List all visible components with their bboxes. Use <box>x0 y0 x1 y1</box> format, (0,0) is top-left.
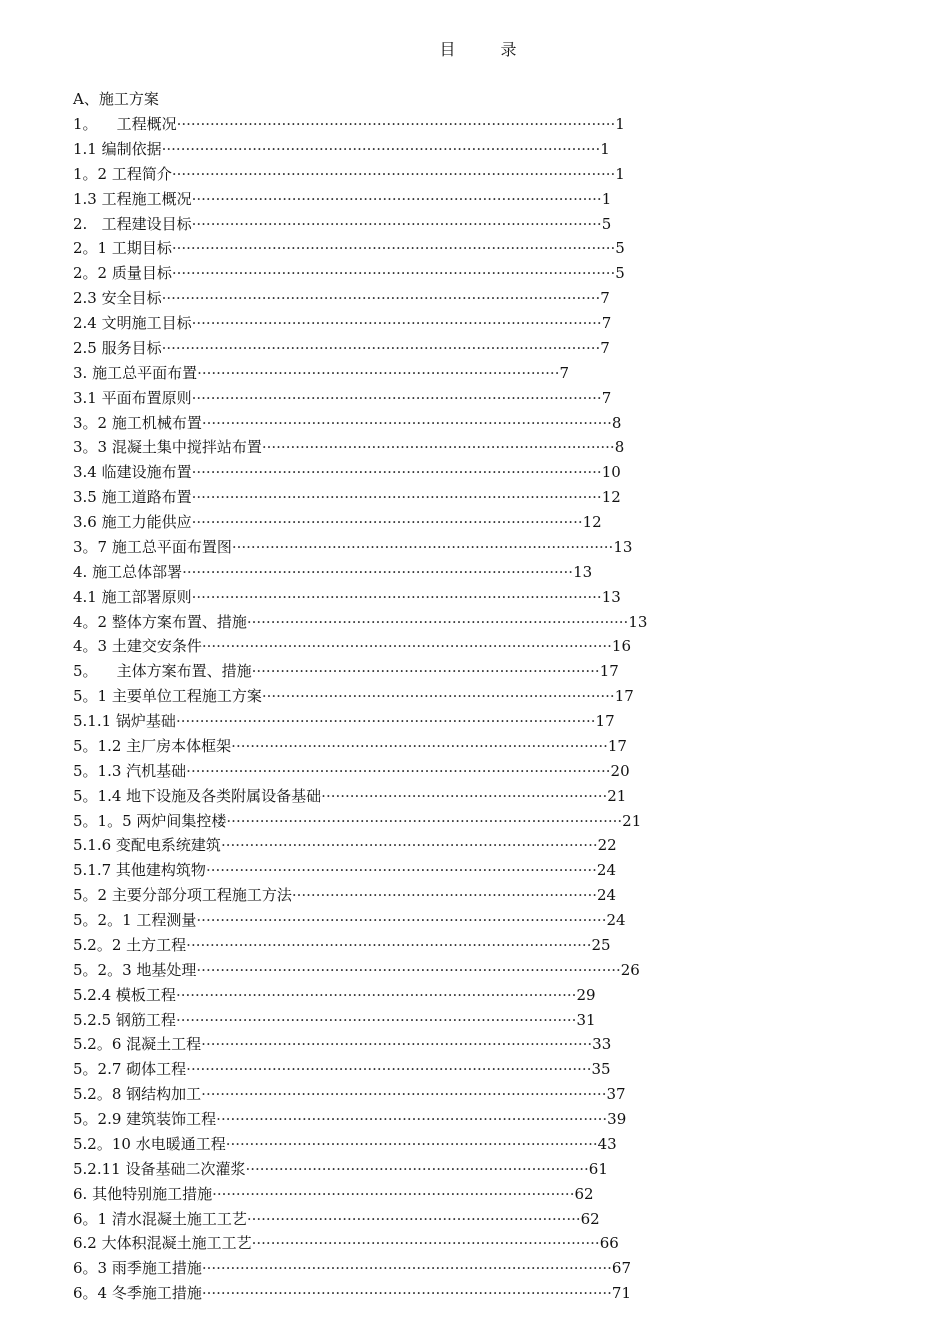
toc-leader-dots: ······················································································ <box>196 911 607 929</box>
toc-entry-label: 5。1.2 主厂房本体框架 <box>73 736 232 755</box>
toc-leader-dots: ·············································································· <box>225 1134 598 1153</box>
toc-entry[interactable] <box>73 411 693 436</box>
toc-leader-dots: ························································································ <box>175 712 596 730</box>
toc-entry-page: 62 <box>574 1184 594 1203</box>
toc-entry-label: 4.1 施工部署原则 <box>73 587 192 606</box>
toc-entry-label: 1。 工程概况 <box>73 115 177 133</box>
toc-entry[interactable] <box>73 1132 693 1157</box>
toc-entry[interactable] <box>73 759 693 784</box>
toc-entry-page: 16 <box>611 637 632 656</box>
toc-leader-dots: ····················································································· <box>186 1060 592 1079</box>
toc-entry-label: 3. 施工总平面布置 <box>73 363 198 382</box>
toc-entry[interactable] <box>73 510 693 535</box>
toc-entry-label: 2.3 安全目标 <box>73 289 162 308</box>
toc-entry[interactable] <box>73 634 693 659</box>
toc-leader-dots: ················································································ <box>231 537 614 556</box>
toc-entry-page: 33 <box>592 1035 612 1054</box>
toc-leader-dots: ····························································································· <box>171 239 616 258</box>
toc-leader-dots: ········································································ <box>245 1159 589 1178</box>
toc-leader-dots: ······················································································ <box>191 189 602 208</box>
toc-entry-label: 5.1.6 变配电系统建筑 <box>73 836 221 855</box>
toc-entry-label: 5。2。1 工程测量 <box>73 911 197 929</box>
toc-leader-dots: ·········································································· <box>261 687 615 706</box>
toc-entry-page: 17 <box>595 712 615 730</box>
toc-entry-label: 2.4 文明施工目标 <box>73 314 192 332</box>
toc-entry-page: 1 <box>615 164 625 183</box>
toc-entry-page: 1 <box>615 115 625 133</box>
toc-entry-page: 26 <box>620 960 640 979</box>
toc-entry-label: 5.2。10 水电暖通工程 <box>73 1134 226 1153</box>
toc-entry[interactable] <box>73 1256 693 1281</box>
toc-leader-dots: ······················································································ <box>191 488 602 507</box>
toc-entry-page: 35 <box>591 1060 611 1079</box>
toc-entry-page: 7 <box>559 363 570 382</box>
toc-entry-page: 39 <box>607 1110 627 1128</box>
toc-entry-page: 5 <box>615 239 625 258</box>
toc-entry-page: 7 <box>600 338 610 357</box>
toc-entry-label: 6. 其他特别施工措施 <box>73 1184 213 1203</box>
toc-leader-dots: ···················································································· <box>175 1010 577 1029</box>
toc-entry-label: 5.1.1 锅炉基础 <box>73 712 176 730</box>
toc-entry-label: 3.6 施工力能供应 <box>73 513 192 531</box>
toc-entry-label: 6。4 冬季施工措施 <box>73 1284 202 1303</box>
toc-entry-label: 5.2。2 土方工程 <box>73 935 187 954</box>
toc-leader-dots: ···················································································· <box>175 985 577 1004</box>
toc-leader-dots: ··············································································· <box>220 836 598 855</box>
toc-entry[interactable] <box>73 1008 693 1033</box>
toc-leader-dots: ··················································································· <box>226 811 623 830</box>
toc-leader-dots: ·················································································· <box>182 562 574 581</box>
toc-entry-page: 7 <box>601 314 612 332</box>
toc-leader-dots: ····························································································· <box>171 164 616 183</box>
section-heading: A、施工方案 <box>73 90 159 108</box>
toc-entry-label: 4。2 整体方案布置、措施 <box>73 612 247 631</box>
toc-entry-page: 17 <box>614 687 634 706</box>
toc-entry-label: 5.1.7 其他建构筑物 <box>73 861 206 880</box>
toc-entry-label: 5。1.3 汽机基础 <box>73 761 187 780</box>
toc-leader-dots: ······················································································ <box>201 637 612 656</box>
toc-leader-dots: ······················································································ <box>191 388 602 407</box>
toc-entry-label: 3。2 施工机械布置 <box>73 413 202 432</box>
toc-leader-dots: ········································································· <box>251 1234 600 1253</box>
toc-list <box>73 112 693 1306</box>
toc-entry[interactable] <box>73 435 693 460</box>
toc-entry-label: 1.3 工程施工概况 <box>73 189 192 208</box>
toc-leader-dots: ······················································································ <box>201 1259 612 1278</box>
toc-leader-dots: ····················································································· <box>201 1085 607 1104</box>
toc-entry-page: 8 <box>611 413 622 432</box>
toc-entry[interactable] <box>73 311 693 336</box>
toc-entry[interactable] <box>73 1082 693 1107</box>
toc-entry[interactable] <box>73 1182 693 1207</box>
toc-entry[interactable] <box>73 908 693 933</box>
toc-leader-dots: ··············································································· <box>231 736 608 755</box>
toc-entry[interactable] <box>73 709 693 734</box>
toc-entry-label: 2。2 质量目标 <box>73 264 172 283</box>
toc-leader-dots: ······················································································ <box>201 1284 612 1303</box>
toc-entry-label: 5。2 主要分部分项工程施工方法 <box>73 886 292 905</box>
toc-entry[interactable] <box>73 112 693 137</box>
toc-title: 目 录 <box>439 40 537 59</box>
toc-entry[interactable] <box>73 1032 693 1057</box>
toc-entry-label: 6。1 清水混凝土施工工艺 <box>73 1209 247 1228</box>
toc-entry-label: 5.2.11 设备基础二次灌浆 <box>73 1159 246 1178</box>
toc-leader-dots: ········································································· <box>251 662 600 681</box>
toc-leader-dots: ················································································ <box>246 612 629 631</box>
toc-leader-dots: ······················································································ <box>191 463 602 482</box>
toc-entry-label: 5.2。8 钢结构加工 <box>73 1085 202 1104</box>
toc-entry-page: 71 <box>611 1284 632 1303</box>
toc-entry[interactable] <box>73 386 693 411</box>
toc-entry-page: 24 <box>597 886 617 905</box>
toc-leader-dots: ············································································ <box>197 363 560 382</box>
toc-entry-page: 13 <box>573 562 593 581</box>
toc-entry[interactable] <box>73 1231 693 1256</box>
toc-entry-page: 21 <box>622 811 642 830</box>
toc-entry-page: 24 <box>596 861 617 880</box>
toc-entry-page: 21 <box>607 786 627 805</box>
toc-entry-page: 22 <box>597 836 617 855</box>
toc-entry[interactable] <box>73 1107 693 1132</box>
toc-entry-page: 5 <box>615 264 625 283</box>
toc-entry-page: 8 <box>614 438 625 457</box>
toc-entry[interactable] <box>73 734 693 759</box>
toc-entry-page: 12 <box>601 488 621 507</box>
toc-leader-dots: ····························································································· <box>171 264 616 283</box>
toc-entry[interactable] <box>73 286 693 311</box>
toc-entry[interactable] <box>73 858 693 883</box>
toc-leader-dots: ························································································· <box>196 960 621 979</box>
toc-entry-label: 3.5 施工道路布置 <box>73 488 192 507</box>
toc-entry-label: 3.1 平面布置原则 <box>73 388 192 407</box>
toc-entry-page: 29 <box>576 985 596 1004</box>
toc-entry[interactable] <box>73 833 693 858</box>
toc-leader-dots: ············································································ <box>212 1184 575 1203</box>
toc-entry-label: 5.2.5 钢筋工程 <box>73 1010 176 1029</box>
toc-entry[interactable] <box>73 361 693 386</box>
toc-entry-page: 66 <box>599 1234 619 1253</box>
toc-entry[interactable] <box>73 212 693 237</box>
toc-entry[interactable] <box>73 933 693 958</box>
toc-leader-dots: ···························································································· <box>176 115 616 133</box>
toc-entry[interactable] <box>73 1281 693 1306</box>
toc-entry-page: 31 <box>576 1010 596 1029</box>
toc-entry-page: 10 <box>601 463 621 482</box>
toc-entry-page: 1 <box>601 189 612 208</box>
toc-entry[interactable] <box>73 535 693 560</box>
toc-leader-dots: ·················································································· <box>205 861 597 880</box>
toc-leader-dots: ·················································································· <box>216 1110 608 1128</box>
toc-entry[interactable] <box>73 684 693 709</box>
toc-entry-label: 5.2.4 模板工程 <box>73 985 176 1004</box>
toc-entry-label: 2。1 工期目标 <box>73 239 172 258</box>
toc-leader-dots: ······································································ <box>246 1209 581 1228</box>
toc-entry-label: 5。1。5 两炉间集控楼 <box>73 811 227 830</box>
toc-leader-dots: ···························································· <box>321 786 608 805</box>
toc-leader-dots: ···························································································· <box>161 139 601 158</box>
toc-entry[interactable] <box>73 137 693 162</box>
toc-entry-page: 12 <box>582 513 602 531</box>
toc-entry[interactable] <box>73 460 693 485</box>
toc-entry[interactable] <box>73 659 693 684</box>
toc-entry-label: 1.1 编制依据 <box>73 139 162 158</box>
toc-entry-page: 7 <box>600 289 610 308</box>
toc-entry[interactable] <box>73 236 693 261</box>
toc-entry[interactable] <box>73 610 693 635</box>
toc-entry-page: 37 <box>606 1085 626 1104</box>
toc-entry-page: 62 <box>580 1209 600 1228</box>
toc-leader-dots: ······················································································ <box>191 314 602 332</box>
toc-entry-label: 5。1 主要单位工程施工方案 <box>73 687 262 706</box>
toc-entry-page: 13 <box>613 537 633 556</box>
toc-entry[interactable] <box>73 261 693 286</box>
toc-leader-dots: ······················································································ <box>191 587 602 606</box>
toc-entry[interactable] <box>73 162 693 187</box>
toc-entry-label: 5。2.9 建筑装饰工程 <box>73 1110 217 1128</box>
toc-entry-page: 25 <box>591 935 611 954</box>
toc-entry-page: 17 <box>599 662 619 681</box>
toc-entry-label: 6。3 雨季施工措施 <box>73 1259 202 1278</box>
toc-entry-page: 13 <box>628 612 648 631</box>
toc-leader-dots: ······················································································ <box>191 214 602 233</box>
toc-leader-dots: ·················································································· <box>191 513 583 531</box>
toc-entry-label: 1。2 工程简介 <box>73 164 172 183</box>
toc-entry[interactable] <box>73 560 693 585</box>
toc-entry-label: 5。2.7 砌体工程 <box>73 1060 187 1079</box>
toc-entry-page: 1 <box>600 139 610 158</box>
toc-entry-label: 2.5 服务目标 <box>73 338 162 357</box>
toc-entry-page: 5 <box>601 214 612 233</box>
toc-entry[interactable] <box>73 784 693 809</box>
toc-entry-label: 3。3 混凝土集中搅拌站布置 <box>73 438 262 457</box>
toc-entry[interactable] <box>73 336 693 361</box>
toc-entry-label: 2. 工程建设目标 <box>73 214 192 233</box>
toc-entry-page: 17 <box>607 736 627 755</box>
toc-leader-dots: ····················································································· <box>186 935 592 954</box>
toc-entry-label: 4. 施工总体部署 <box>73 562 183 581</box>
toc-entry-label: 3.4 临建设施布置 <box>73 463 192 482</box>
toc-entry-page: 43 <box>597 1134 617 1153</box>
toc-entry-page: 61 <box>588 1159 608 1178</box>
toc-entry-label: 4。3 土建交安条件 <box>73 637 202 656</box>
toc-entry[interactable] <box>73 485 693 510</box>
toc-leader-dots: ······················································································ <box>201 413 612 432</box>
toc-entry[interactable] <box>73 983 693 1008</box>
toc-entry-page: 24 <box>606 911 626 929</box>
toc-entry[interactable] <box>73 958 693 983</box>
toc-entry-label: 5.2。6 混凝土工程 <box>73 1035 202 1054</box>
toc-entry[interactable] <box>73 1157 693 1182</box>
toc-leader-dots: ·················································································· <box>201 1035 593 1054</box>
toc-entry-page: 20 <box>610 761 630 780</box>
toc-entry-label: 5。 主体方案布置、措施 <box>73 662 252 681</box>
toc-entry-page: 7 <box>601 388 612 407</box>
toc-leader-dots: ·········································································· <box>261 438 615 457</box>
toc-leader-dots: ································································ <box>291 886 598 905</box>
toc-entry-label: 6.2 大体积混凝土施工工艺 <box>73 1234 252 1253</box>
toc-leader-dots: ···························································································· <box>161 338 601 357</box>
toc-entry-page: 67 <box>611 1259 632 1278</box>
toc-entry[interactable] <box>73 187 693 212</box>
toc-entry-label: 5。1.4 地下设施及各类附属设备基础 <box>73 786 322 805</box>
toc-leader-dots: ························································································· <box>186 761 611 780</box>
toc-entry[interactable] <box>73 1207 693 1232</box>
toc-entry[interactable] <box>73 809 693 834</box>
toc-entry[interactable] <box>73 585 693 610</box>
toc-entry[interactable] <box>73 1057 693 1082</box>
toc-entry[interactable] <box>73 883 693 908</box>
toc-leader-dots: ···························································································· <box>161 289 601 308</box>
toc-entry-label: 3。7 施工总平面布置图 <box>73 537 232 556</box>
toc-entry-label: 5。2。3 地基处理 <box>73 960 197 979</box>
toc-entry-page: 13 <box>601 587 621 606</box>
